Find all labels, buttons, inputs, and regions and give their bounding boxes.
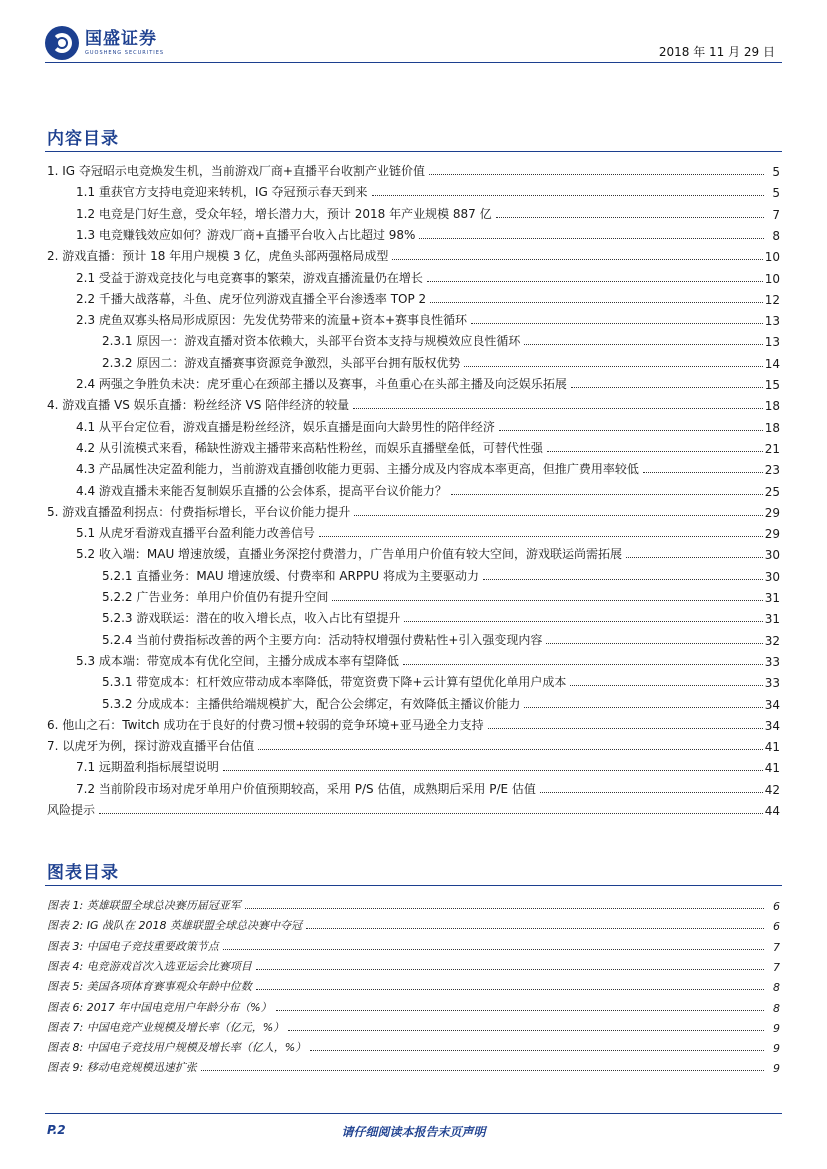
toc-entry-text: 2. 游戏直播：预计 18 年用户规模 3 亿，虎鱼头部两强格局成型 bbox=[47, 249, 389, 264]
toc-entry-text: 5.3.2 分成成本：主播供给端规模扩大，配合公会绑定，有效降低主播议价能力 bbox=[102, 696, 521, 711]
figure-leader-dots bbox=[256, 989, 764, 990]
toc-page-number: 34 bbox=[764, 718, 780, 733]
figure-entry[interactable] bbox=[47, 1055, 780, 1075]
page-number: P.2 bbox=[47, 1123, 66, 1137]
toc-page-number: 42 bbox=[764, 782, 780, 797]
toc-leader-dots bbox=[570, 685, 762, 686]
toc-leader-dots bbox=[451, 494, 763, 495]
toc-page-number: 8 bbox=[772, 228, 780, 243]
toc-entry-text: 1.2 电竞是门好生意，受众年轻，增长潜力大，预计 2018 年产业规模 887 亿 bbox=[76, 206, 492, 221]
figure-entry[interactable] bbox=[47, 954, 780, 974]
figure-leader-dots bbox=[201, 1070, 764, 1071]
toc-entry[interactable] bbox=[76, 200, 780, 222]
toc-entry-text: 5.3 成本端：带宽成本有优化空间，主播分成成本率有望降低 bbox=[76, 653, 399, 668]
toc-entry[interactable] bbox=[102, 327, 780, 349]
figure-leader-dots bbox=[256, 969, 764, 970]
toc-entry[interactable] bbox=[76, 775, 780, 797]
toc-page-number: 5 bbox=[772, 186, 780, 201]
toc-leader-dots bbox=[354, 515, 762, 516]
toc-entry[interactable] bbox=[76, 178, 780, 200]
figure-entry[interactable] bbox=[47, 1015, 780, 1035]
logo-name: 国盛证券 bbox=[85, 29, 157, 49]
figure-entry-text: 图表 9: 移动电竞规模迅速扩张 bbox=[47, 1061, 197, 1075]
toc-entry-text: 2.2 千播大战落幕，斗鱼、虎牙位列游戏直播全平台渗透率 TOP 2 bbox=[76, 291, 427, 306]
toc-leader-dots bbox=[643, 472, 763, 473]
toc-page-number: 18 bbox=[764, 399, 780, 414]
toc-leader-dots bbox=[471, 323, 763, 324]
toc-entry-text: 4. 游戏直播 VS 娱乐直播：粉丝经济 VS 陪伴经济的较量 bbox=[47, 398, 350, 413]
toc-page-number: 41 bbox=[764, 740, 780, 755]
toc-page-number: 33 bbox=[764, 654, 780, 669]
toc-entry-text: 2.3 虎鱼双寡头格局形成原因：先发优势带来的流量+资本+赛事良性循环 bbox=[76, 313, 468, 328]
toc-entry[interactable] bbox=[76, 434, 780, 456]
toc-entry-text: 风险提示 bbox=[47, 803, 96, 817]
toc-entry[interactable] bbox=[47, 732, 780, 754]
toc-entry[interactable] bbox=[47, 498, 780, 520]
toc-entry[interactable] bbox=[76, 221, 780, 243]
toc-leader-dots bbox=[258, 749, 762, 750]
figure-list-title: 图表目录 bbox=[47, 863, 119, 883]
toc-entry[interactable] bbox=[76, 306, 780, 328]
toc-entry[interactable] bbox=[47, 157, 780, 179]
toc-entry-text: 1. IG 夺冠昭示电竞焕发生机，当前游戏厂商+直播平台收割产业链价值 bbox=[47, 164, 425, 178]
toc-entry[interactable] bbox=[76, 477, 780, 499]
company-logo bbox=[45, 20, 164, 66]
toc-entry-text: 6. 他山之石：Twitch 成功在于良好的付费习惯+较弱的竞争环境+亚马逊全力支持 bbox=[47, 717, 484, 732]
toc-leader-dots bbox=[499, 430, 763, 431]
toc-leader-dots bbox=[546, 643, 762, 644]
toc-leader-dots bbox=[429, 174, 764, 175]
toc-entry-text: 5.2.4 当前付费指标改善的两个主要方向：活动特权增强付费粘性+引入强变现内容 bbox=[102, 632, 543, 647]
toc-page-number: 23 bbox=[764, 463, 780, 478]
toc-page-number: 10 bbox=[764, 271, 780, 286]
figure-leader-dots bbox=[288, 1030, 764, 1031]
toc-entry[interactable] bbox=[47, 796, 780, 818]
toc-leader-dots bbox=[430, 302, 763, 303]
figure-page-number: 9 bbox=[773, 1062, 780, 1076]
toc-leader-dots bbox=[626, 557, 763, 558]
toc-entry-text: 2.3.2 原因二：游戏直播赛事资源竞争激烈，头部平台拥有版权优势 bbox=[102, 355, 461, 370]
toc-entry-text: 7. 以虎牙为例，探讨游戏直播平台估值 bbox=[47, 739, 255, 754]
toc-entry[interactable] bbox=[76, 519, 780, 541]
toc-entry-text: 5.1 从虎牙看游戏直播平台盈利能力改善信号 bbox=[76, 526, 315, 541]
toc-entry[interactable] bbox=[102, 583, 780, 605]
figure-page-number: 8 bbox=[773, 981, 780, 995]
toc-leader-dots bbox=[223, 770, 763, 771]
toc-entry-text: 5.3.1 带宽成本：杠杆效应带动成本率降低，带宽资费下降+云计算有望优化单用户成本 bbox=[102, 675, 567, 690]
toc-page-number: 12 bbox=[764, 292, 780, 307]
toc-entry[interactable] bbox=[102, 668, 780, 690]
toc-leader-dots bbox=[524, 707, 762, 708]
toc-leader-dots bbox=[547, 451, 763, 452]
toc-entry-text: 7.1 远期盈利指标展望说明 bbox=[76, 760, 219, 775]
toc-leader-dots bbox=[464, 366, 762, 367]
report-date: 2018 年 11 月 29 日 bbox=[658, 45, 775, 59]
figure-entry-text: 图表 5: 美国各项体育赛事观众年龄中位数 bbox=[47, 980, 252, 994]
figure-page-number: 6 bbox=[773, 900, 780, 913]
toc-entry-text: 4.1 从平台定位看，游戏直播是粉丝经济，娱乐直播是面向大龄男性的陪伴经济 bbox=[76, 419, 495, 434]
toc-page-number: 7 bbox=[772, 207, 780, 222]
toc-entry-text: 7.2 当前阶段市场对虎牙单用户价值预期较高，采用 P/S 估值，成熟期后采用 P/E 估值 bbox=[76, 781, 536, 796]
toc-leader-dots bbox=[540, 792, 763, 793]
figure-page-number: 7 bbox=[773, 960, 780, 974]
toc-entry-text: 5.2 收入端：MAU 增速放缓，直播业务深挖付费潜力，广告单用户价值有较大空间，游戏联运尚需拓展 bbox=[76, 547, 623, 562]
toc-page-number: 31 bbox=[764, 591, 780, 605]
toc-leader-dots bbox=[392, 259, 762, 260]
figure-entry[interactable] bbox=[47, 934, 780, 954]
toc-entry[interactable] bbox=[76, 264, 780, 286]
toc-page-number: 15 bbox=[764, 378, 780, 392]
toc-page-number: 30 bbox=[764, 548, 780, 563]
toc-page-number: 32 bbox=[764, 633, 780, 648]
toc-leader-dots bbox=[99, 813, 763, 814]
toc-entry-text: 4.4 游戏直播未来能否复制娱乐直播的公会体系，提高平台议价能力？ bbox=[76, 483, 447, 498]
toc-entry[interactable] bbox=[76, 413, 780, 435]
toc-entry[interactable] bbox=[47, 711, 780, 733]
toc-entry[interactable] bbox=[76, 285, 780, 307]
toc-entry-text: 1.3 电竞赚钱效应如何？游戏厂商+直播平台收入占比超过 98% bbox=[76, 227, 416, 242]
toc-entry-text: 5.2.2 广告业务：单用户价值仍有提升空间 bbox=[102, 590, 329, 604]
toc-entry-text: 5. 游戏直播盈利拐点：付费指标增长，平台议价能力提升 bbox=[47, 504, 351, 519]
toc-entry[interactable] bbox=[76, 647, 780, 669]
toc-page-number: 13 bbox=[764, 335, 780, 350]
toc-leader-dots bbox=[319, 536, 763, 537]
figure-leader-dots bbox=[223, 949, 764, 950]
figure-entry[interactable] bbox=[47, 893, 780, 913]
figure-leader-dots bbox=[245, 908, 764, 909]
toc-page-number: 25 bbox=[764, 484, 780, 499]
toc-entry-text: 5.2.3 游戏联运：潜在的收入增长点，收入占比有望提升 bbox=[102, 611, 401, 626]
toc-page-number: 41 bbox=[764, 761, 780, 776]
logo-subtitle: GUOSHENG SECURITIES bbox=[85, 50, 165, 56]
toc-page-number: 10 bbox=[764, 250, 780, 265]
figure-entry[interactable] bbox=[47, 1035, 780, 1055]
toc-entry-text: 2.3.1 原因一：游戏直播对资本依赖大，头部平台资本支持与规模效应良性循环 bbox=[102, 334, 521, 349]
disclaimer-note: 请仔细阅读本报告末页声明 bbox=[341, 1125, 486, 1139]
figure-entry[interactable] bbox=[47, 974, 780, 994]
figure-leader-dots bbox=[310, 1050, 764, 1051]
toc-entry[interactable] bbox=[102, 349, 780, 371]
toc-entry-text: 2.4 两强之争胜负未决：虎牙重心在颈部主播以及赛事，斗鱼重心在头部主播及向泛娱乐拓展 bbox=[76, 377, 567, 391]
toc-page-number: 5 bbox=[772, 165, 780, 179]
toc-entry[interactable] bbox=[47, 242, 780, 264]
toc-leader-dots bbox=[427, 281, 763, 282]
toc-leader-dots bbox=[496, 217, 764, 218]
toc-page-number: 29 bbox=[764, 505, 780, 520]
figure-entry-text: 图表 4: 电竞游戏首次入选亚运会比赛项目 bbox=[47, 959, 252, 973]
toc-page-number: 18 bbox=[764, 420, 780, 435]
toc-page-number: 30 bbox=[764, 569, 780, 584]
toc-entry[interactable] bbox=[102, 604, 780, 626]
toc-title-divider bbox=[45, 151, 782, 152]
toc-leader-dots bbox=[353, 408, 763, 409]
figure-page-number: 7 bbox=[773, 940, 780, 954]
figure-title-divider bbox=[45, 885, 782, 886]
toc-entry-text: 5.2.1 直播业务：MAU 增速放缓、付费率和 ARPPU 将成为主要驱动力 bbox=[102, 568, 479, 583]
figure-entry-text: 图表 3: 中国电子竞技重要政策节点 bbox=[47, 939, 219, 953]
toc-entry-text: 4.3 产品属性决定盈利能力，当前游戏直播创收能力更弱、主播分成及内容成本率更高，但推广费用率较低 bbox=[76, 462, 639, 477]
figure-page-number: 9 bbox=[773, 1042, 780, 1056]
figure-entry[interactable] bbox=[47, 913, 780, 933]
toc-leader-dots bbox=[372, 195, 764, 196]
figure-entry[interactable] bbox=[47, 995, 780, 1015]
toc-page-number: 13 bbox=[764, 314, 780, 329]
toc-page-number: 31 bbox=[764, 612, 780, 627]
toc-leader-dots bbox=[332, 600, 762, 601]
figure-page-number: 8 bbox=[773, 1001, 780, 1015]
toc-leader-dots bbox=[571, 387, 763, 388]
toc-title: 内容目录 bbox=[47, 129, 119, 149]
figure-entry-text: 图表 6: 2017 年中国电竞用户年龄分布（%） bbox=[47, 1000, 272, 1014]
toc-entry-text: 1.1 重获官方支持电竞迎来转机，IG 夺冠预示春天到来 bbox=[76, 185, 368, 200]
toc-entry[interactable] bbox=[76, 540, 780, 562]
toc-leader-dots bbox=[403, 664, 763, 665]
toc-page-number: 34 bbox=[764, 697, 780, 712]
toc-entry-text: 4.2 从引流模式来看，稀缺性游戏主播带来高粘性粉丝，而娱乐直播壁垒低，可替代性强 bbox=[76, 440, 543, 455]
toc-entry[interactable] bbox=[76, 753, 780, 775]
toc-entry[interactable] bbox=[102, 626, 780, 648]
toc-leader-dots bbox=[524, 344, 762, 345]
toc-leader-dots bbox=[404, 621, 762, 622]
toc-page-number: 21 bbox=[764, 441, 780, 456]
toc-entry[interactable] bbox=[102, 690, 780, 712]
toc-page-number: 14 bbox=[764, 356, 780, 371]
figure-page-number: 9 bbox=[773, 1021, 780, 1035]
figure-leader-dots bbox=[306, 928, 764, 929]
figure-leader-dots bbox=[276, 1010, 764, 1011]
figure-entry-text: 图表 2: IG 战队在 2018 英雄联盟全球总决赛中夺冠 bbox=[47, 919, 302, 933]
header-divider bbox=[45, 62, 782, 63]
footer-divider bbox=[45, 1113, 782, 1114]
logo-mark-icon bbox=[45, 26, 79, 60]
toc-entry-text: 2.1 受益于游戏竞技化与电竞赛事的繁荣，游戏直播流量仍在增长 bbox=[76, 270, 423, 285]
figure-entry-text: 图表 8: 中国电子竞技用户规模及增长率（亿人，%） bbox=[47, 1041, 307, 1055]
toc-leader-dots bbox=[483, 579, 763, 580]
toc-leader-dots bbox=[419, 238, 764, 239]
toc-entry[interactable] bbox=[47, 391, 780, 413]
toc-entry[interactable] bbox=[102, 562, 780, 584]
figure-page-number: 6 bbox=[773, 920, 780, 934]
toc-page-number: 29 bbox=[764, 527, 780, 542]
figure-entry-text: 图表 1: 英雄联盟全球总决赛历届冠亚军 bbox=[47, 899, 241, 912]
toc-leader-dots bbox=[488, 728, 763, 729]
toc-entry[interactable] bbox=[76, 455, 780, 477]
figure-entry-text: 图表 7: 中国电竞产业规模及增长率（亿元，%） bbox=[47, 1020, 285, 1034]
toc-page-number: 44 bbox=[764, 804, 780, 818]
toc-entry[interactable] bbox=[76, 370, 780, 392]
toc-page-number: 33 bbox=[764, 676, 780, 691]
